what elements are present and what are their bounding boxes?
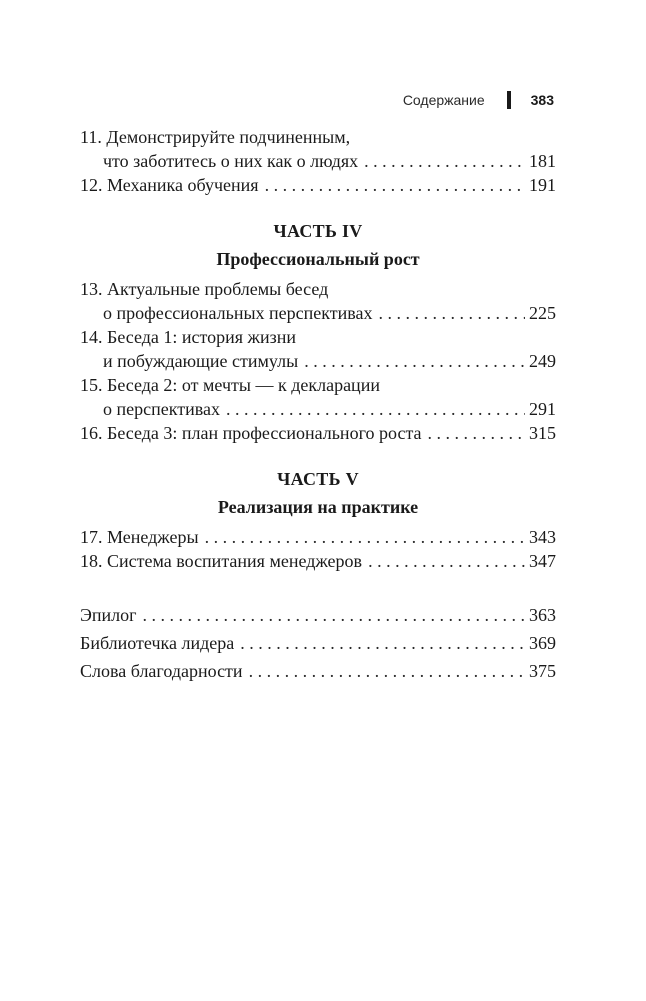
toc-entry-16[interactable] xyxy=(80,421,556,445)
toc-entry-epilogue[interactable] xyxy=(80,603,556,627)
toc-entry-title: Беседа 3: план профессионального роста xyxy=(107,423,422,443)
dot-leader xyxy=(379,301,525,325)
dot-leader xyxy=(226,397,525,421)
toc-entry-number: 14. xyxy=(80,327,103,347)
table-of-contents xyxy=(80,125,556,687)
toc-entry-title-cont: что заботитесь о них как о людях xyxy=(103,151,359,171)
dot-leader xyxy=(364,149,525,173)
toc-entry-page: 315 xyxy=(529,423,556,443)
toc-entry-page: 249 xyxy=(529,351,556,371)
toc-entry-number: 12. xyxy=(80,175,103,195)
toc-entry-title: Система воспитания менеджеров xyxy=(107,551,363,571)
toc-entry-number: 11. xyxy=(80,127,102,147)
toc-entry-page: 347 xyxy=(529,551,556,571)
toc-entry-17[interactable] xyxy=(80,525,556,549)
toc-entry-title-cont: о профессиональных перспективах xyxy=(103,303,373,323)
toc-entry-title: Слова благодарности xyxy=(80,661,243,681)
dot-leader xyxy=(205,525,525,549)
toc-entry-title: Демонстрируйте подчиненным, xyxy=(106,127,351,147)
part-4-label: ЧАСТЬ IV xyxy=(273,221,363,241)
toc-entry-title: Эпилог xyxy=(80,605,137,625)
toc-entry-page: 191 xyxy=(529,175,556,195)
toc-entry-number: 13. xyxy=(80,279,103,299)
toc-entry-15[interactable] xyxy=(80,373,556,421)
toc-entry-13[interactable] xyxy=(80,277,556,325)
running-header xyxy=(403,89,554,111)
toc-entry-title: Библиотечка лидера xyxy=(80,633,235,653)
dot-leader xyxy=(368,549,525,573)
part-5-label: ЧАСТЬ V xyxy=(277,469,359,489)
toc-entry-title: Беседа 2: от мечты — к декларации xyxy=(107,375,380,395)
toc-entry-page: 343 xyxy=(529,527,556,547)
toc-entry-title: Беседа 1: история жизни xyxy=(107,327,296,347)
toc-entry-title-cont: и побуждающие стимулы xyxy=(103,351,299,371)
toc-entry-number: 16. xyxy=(80,423,103,443)
toc-entry-title: Механика обучения xyxy=(107,175,259,195)
toc-entry-acknowledgements[interactable] xyxy=(80,659,556,683)
toc-entry-library[interactable] xyxy=(80,631,556,655)
part-5-title: Реализация на практике xyxy=(217,497,419,517)
toc-entry-page: 375 xyxy=(529,661,556,681)
toc-entry-12[interactable] xyxy=(80,173,556,197)
toc-entry-11[interactable] xyxy=(80,125,556,173)
dot-leader xyxy=(304,349,525,373)
toc-entry-page: 181 xyxy=(529,151,556,171)
dot-leader xyxy=(249,659,525,683)
dot-leader xyxy=(240,631,525,655)
toc-entry-number: 17. xyxy=(80,527,103,547)
part-4-title: Профессиональный рост xyxy=(216,249,420,269)
toc-entry-page: 369 xyxy=(529,633,556,653)
toc-entry-title-cont: о перспективах xyxy=(103,399,220,419)
page-number: 383 xyxy=(530,92,554,108)
toc-entry-number: 18. xyxy=(80,551,103,571)
dot-leader xyxy=(143,603,525,627)
toc-entry-18[interactable] xyxy=(80,549,556,573)
dot-leader xyxy=(265,173,525,197)
header-divider-bar xyxy=(507,91,511,109)
toc-entry-14[interactable] xyxy=(80,325,556,373)
running-header-title: Содержание xyxy=(402,92,485,108)
dot-leader xyxy=(428,421,525,445)
toc-entry-title: Актуальные проблемы бесед xyxy=(107,279,329,299)
toc-entry-number: 15. xyxy=(80,375,103,395)
toc-entry-page: 291 xyxy=(529,399,556,419)
toc-entry-title: Менеджеры xyxy=(107,527,199,547)
toc-entry-page: 363 xyxy=(529,605,556,625)
toc-entry-page: 225 xyxy=(529,303,556,323)
